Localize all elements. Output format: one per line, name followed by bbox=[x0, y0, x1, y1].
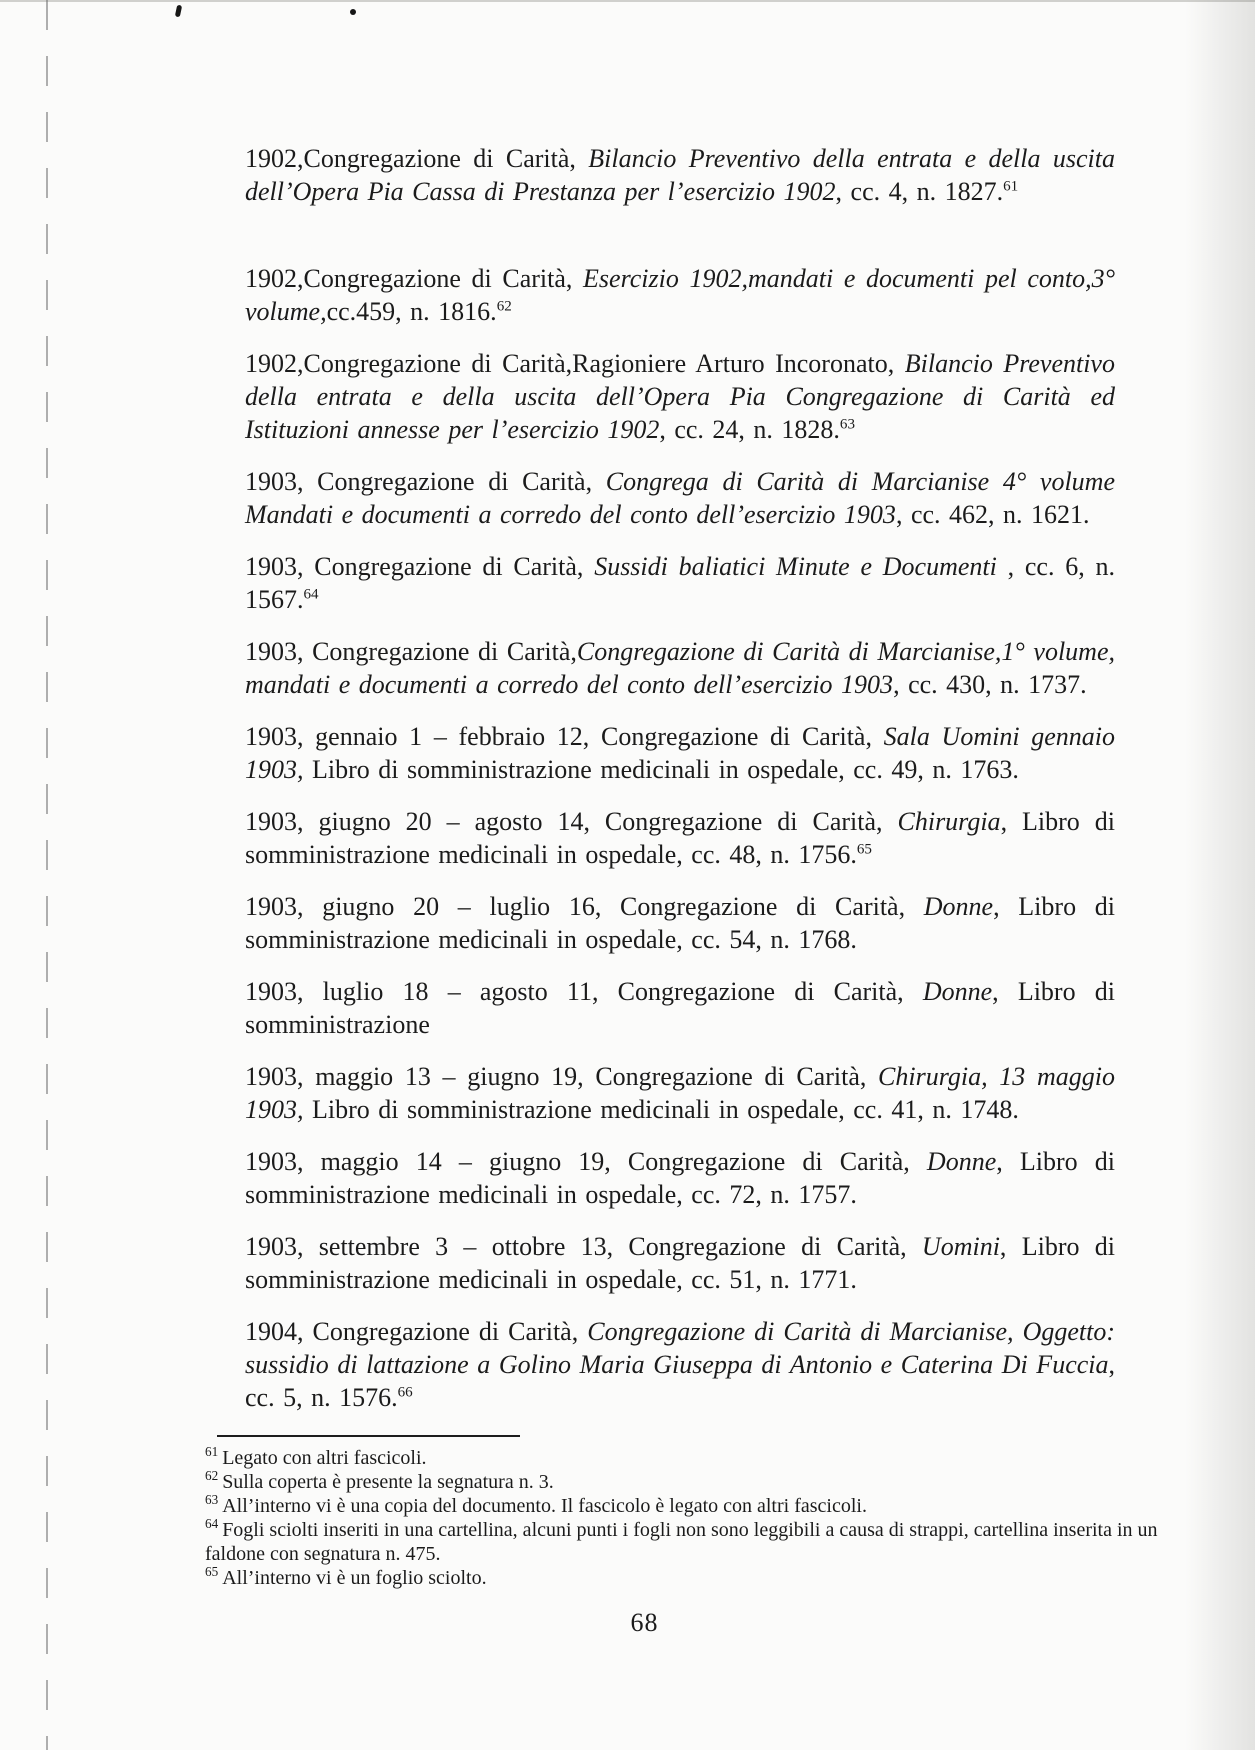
entry-text: 1903, maggio 13 – giugno 19, Congregazione di Carità, bbox=[245, 1062, 879, 1091]
archival-entry bbox=[245, 975, 1115, 1041]
footnote-text: Sulla coperta è presente la segnatura n. 3. bbox=[222, 1471, 554, 1493]
entry-text: , Libro di somministrazione medicinali in ospedale, cc. 48, n. 1756. bbox=[245, 807, 1115, 869]
entry-text: 1903, Congregazione di Carità, bbox=[245, 552, 595, 581]
archival-entry bbox=[245, 1145, 1115, 1211]
entry-text: , Libro di somministrazione bbox=[245, 977, 1115, 1039]
entry-text: Libro di somministrazione medicinali in ospedale, cc. 49, n. 1763. bbox=[303, 755, 1019, 784]
entry-title-italic: Chirurgia, 13 maggio 1903, bbox=[245, 1062, 1115, 1124]
archival-entry bbox=[245, 890, 1115, 956]
footnote-number: 64 bbox=[205, 1516, 219, 1532]
entry-text: 1902,Congregazione di Carità,Ragioniere Arturo Incoronato, bbox=[245, 349, 905, 378]
entry-text: , cc. 6, n. 1567. bbox=[245, 552, 1115, 614]
entry-title-italic: Congregazione di Carità di Marcianise,1° volume, mandati e documenti a corredo del conto dell’esercizio 1903 bbox=[245, 637, 1115, 699]
entry-title-italic: Bilancio Preventivo della entrata e della uscita dell’Opera Pia Congregazione di Carità ed Istituzioni annesse per l’esercizio 1902 bbox=[245, 349, 1115, 444]
footnote-number: 63 bbox=[205, 1492, 219, 1508]
entry-text: , cc. 430, n. 1737. bbox=[893, 670, 1087, 699]
ink-speck bbox=[350, 9, 356, 15]
entry-text: 1904, Congregazione di Carità, bbox=[245, 1317, 588, 1346]
footnote-number: 61 bbox=[205, 1444, 219, 1460]
footnote-reference: 63 bbox=[839, 416, 855, 433]
footnote-number: 65 bbox=[205, 1564, 219, 1580]
archival-entry bbox=[245, 465, 1115, 531]
entry-title-italic: Donne bbox=[926, 1147, 997, 1176]
footnote-reference: 61 bbox=[1003, 178, 1019, 195]
footnote-reference: 65 bbox=[856, 841, 872, 858]
entry-text: , Libro di somministrazione medicinali in ospedale, cc. 51, n. 1771. bbox=[245, 1232, 1115, 1294]
entry-text: 1902,Congregazione di Carità, bbox=[245, 264, 584, 293]
entry-text: , cc. 4, n. 1827. bbox=[835, 177, 1004, 206]
archival-entry bbox=[245, 1060, 1115, 1126]
archival-entry bbox=[245, 720, 1115, 786]
left-margin-binding-marks bbox=[46, 0, 48, 1750]
entry-text: 1903, giugno 20 – agosto 14, Congregazione di Carità, bbox=[245, 807, 898, 836]
archival-entry bbox=[245, 347, 1115, 446]
entry-text: , Libro di somministrazione medicinali in ospedale, cc. 54, n. 1768. bbox=[245, 892, 1115, 954]
entry-title-italic: Donne bbox=[922, 977, 993, 1006]
archival-entry bbox=[245, 805, 1115, 871]
archival-entry bbox=[245, 262, 1115, 328]
footnote-number: 62 bbox=[205, 1468, 219, 1484]
page-number: 68 bbox=[630, 1608, 659, 1637]
footnote-text: All’interno vi è un foglio sciolto. bbox=[222, 1567, 487, 1589]
entry-title-italic: Congregazione di Carità di Marcianise, Oggetto: sussidio di lattazione a Golino Maria Giuseppa di Antonio e Caterina Di Fuccia bbox=[245, 1317, 1115, 1379]
entry-text: 1903, gennaio 1 – febbraio 12, Congregazione di Carità, bbox=[245, 722, 884, 751]
entry-text: 1903, Congregazione di Carità, bbox=[245, 467, 606, 496]
entry-title-italic: Congrega di Carità di Marcianise 4° volume Mandati e documenti a corredo del conto dell’esercizio 1903 bbox=[245, 467, 1115, 529]
footnote-text: Legato con altri fascicoli. bbox=[222, 1447, 427, 1469]
scan-top-edge bbox=[0, 0, 1255, 2]
footnote bbox=[205, 1470, 1195, 1494]
ink-speck bbox=[175, 5, 182, 18]
entry-text: , cc. 5, n. 1576. bbox=[245, 1350, 1115, 1412]
entry-title-italic: Donne bbox=[923, 892, 994, 921]
entry-text: 1902,Congregazione di Carità, bbox=[245, 144, 589, 173]
entry-text: , cc. 24, n. 1828. bbox=[659, 415, 840, 444]
footnote bbox=[205, 1566, 1195, 1590]
entry-title-italic: Esercizio 1902,mandati e documenti pel conto,3° volume, bbox=[245, 264, 1116, 326]
footnote-reference: 64 bbox=[303, 586, 319, 603]
entry-text: 1903, maggio 14 – giugno 19, Congregazione di Carità, bbox=[245, 1147, 927, 1176]
archival-entry bbox=[245, 1230, 1115, 1296]
entry-text: 1903, settembre 3 – ottobre 13, Congregazione di Carità, bbox=[245, 1232, 922, 1261]
entry-title-italic: Bilancio Preventivo della entrata e della uscita dell’Opera Pia Cassa di Prestanza per l’esercizio 1902 bbox=[245, 144, 1115, 206]
archival-entry bbox=[245, 635, 1115, 701]
entry-text: Libro di somministrazione medicinali in ospedale, cc. 41, n. 1748. bbox=[303, 1095, 1019, 1124]
footnotes-section bbox=[205, 1446, 1195, 1590]
archival-entry bbox=[245, 1315, 1115, 1414]
archival-entry bbox=[245, 142, 1115, 208]
footnote bbox=[205, 1446, 1195, 1470]
entry-title-italic: Sala Uomini gennaio 1903, bbox=[245, 722, 1115, 784]
entry-text: , Libro di somministrazione medicinali in ospedale, cc. 72, n. 1757. bbox=[245, 1147, 1115, 1209]
footnote-reference: 66 bbox=[397, 1384, 413, 1401]
entry-text: , cc. 462, n. 1621. bbox=[895, 500, 1090, 529]
entry-title-italic: Sussidi baliatici Minute e Documenti bbox=[594, 552, 1008, 581]
entry-text: 1903, luglio 18 – agosto 11, Congregazione di Carità, bbox=[245, 977, 923, 1006]
scan-edge-shadow bbox=[1185, 0, 1255, 1750]
archival-entries-list bbox=[245, 142, 1115, 1433]
footnote bbox=[205, 1518, 1195, 1566]
entry-text: 1903, Congregazione di Carità, bbox=[245, 637, 577, 666]
archival-entry bbox=[245, 550, 1115, 616]
footnote-separator-rule bbox=[217, 1435, 520, 1437]
footnote-text: All’interno vi è una copia del documento. Il fascicolo è legato con altri fascicoli. bbox=[222, 1495, 867, 1517]
footnote bbox=[205, 1494, 1195, 1518]
entry-title-italic: Chirurgia bbox=[897, 807, 1001, 836]
entry-text: cc.459, n. 1816. bbox=[326, 297, 497, 326]
entry-title-italic: Uomini bbox=[921, 1232, 1000, 1261]
footnote-reference: 62 bbox=[496, 298, 512, 315]
entry-text: 1903, giugno 20 – luglio 16, Congregazione di Carità, bbox=[245, 892, 924, 921]
footnote-text: Fogli sciolti inseriti in una cartellina, alcuni punti i fogli non sono leggibili a causa di strappi, cartellina inserita in un faldone con segnatura n. 475. bbox=[205, 1519, 1158, 1565]
